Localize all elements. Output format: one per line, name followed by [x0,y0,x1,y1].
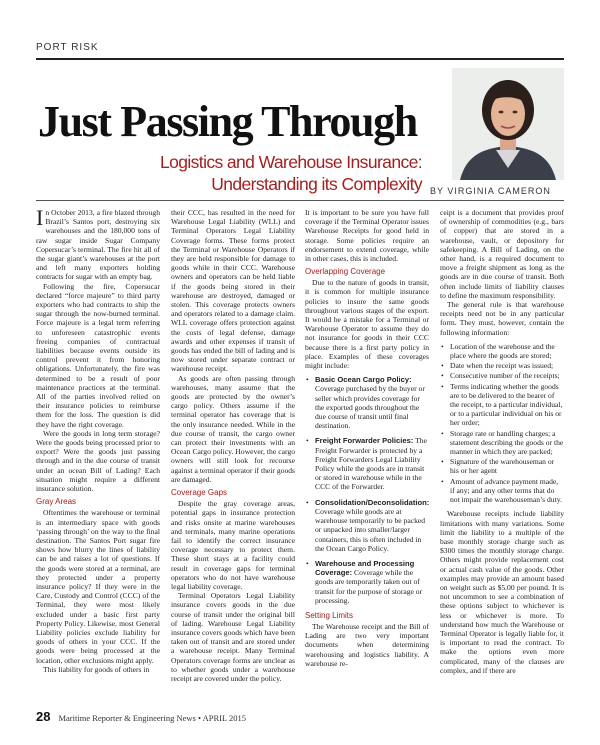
list-item: • Warehouse and Processing Coverage: Coverage while the goods are temporarily taken out of transit for the purpose of storage or processing. [305,559,429,605]
paragraph: This liability for goods of others in [43,664,150,674]
list-item-term: Basic Ocean Cargo Policy: [315,375,412,385]
list-item: • Terms indicating whether the goods are to be delivered to the bearer of the receipt, to a particular individual, or to a particular individual on his or her order; [440,382,564,428]
list-item: • Freight Forwarder Policies: The Freight Forwarder is protected by a Freight Forwarders Legal Liability Policy while the goods are in transit or stored in warehouse while in the CCC of the Forwarder. [305,436,429,491]
list-item-term: Warehouse and Processing Coverage: [315,558,415,578]
paragraph: The Warehouse receipt and the Bill of Lading are two very important documents when determining warehousing and logistics liability. A warehouse re- [305,621,429,668]
paragraph: Oftentimes the warehouse or terminal is an intermediary space with goods ‘passing through’ on the way to the final destination. The Santos Port sugar fire shows how blurry the lines of liability can be and raises a lot of questions. If the goods were stored at a terminal, are they protected under a property insurance policy? If they were in the Care, Custody and Control (CCC) of the Terminal, they were most likely excluded under a basic first party Property Policy. Likewise, most General Liability policies exclude liability for goods of others in your CCC. If the goods were being processed at the location, other exclusions might apply. [36,508,160,665]
header-divider [36,200,564,201]
paragraph: Due to the nature of goods in transit, it is common for multiple insurance policies to insure the same goods throughout various stages of the export. It would be a mistake for a Terminal or Warehouse Operator to assume they do not insurance for goods in their CCC because there is a first party policy in place. Examples of these coverages might include: [305,278,429,371]
paragraph: In October 2013, a fire blazed through Brazil’s Santos port, destroying six warehouses and the 180,000 tons of raw sugar inside Sugar Company Copersucar’s terminal. The fire hit all of the sugar giant’s warehouses at the port and left many exporters holding contracts for sugar with an empty bag. [36,208,160,282]
top-rule [36,58,564,60]
list-item: • Consolidation/Deconsolidation: Coverage while goods are at warehouse temporarily to be packed or unpacked into smaller/larger containers, this is often included in the Ocean Cargo Policy. [305,498,429,553]
list-item: • Signature of the warehouseman or his or her agent [440,457,564,475]
list-item-term: Consolidation/Deconsolidation: [315,497,429,507]
paragraph: Were the goods in long term storage? Were the goods being processed prior to export? Were the goods just passing through and in the due course of transit under an ocean Bill of Lading? Each situation might require a different insurance solution. [36,428,160,494]
article-column-3 [305,208,429,708]
article-column-4 [440,208,564,708]
section-heading: Gray Areas [36,497,77,507]
bullet-list [440,342,564,504]
paragraph: ceipt is a document that provides proof of ownership of commodities (e.g., bars of copper) that are stored in a warehouse, vault, or depository for safekeeping. A Bill of Lading, on the other hand, is a required document to move a freight shipment as long as the goods are in due course of transit. Both often include limits of liability clauses to define the maximum responsibility. [440,208,564,300]
paragraph: Warehouse receipts include liability limitations with many variations. Some limit the liability to a multiple of the base monthly storage charge such as $300 times the monthly storage charge. Others might provide replacement cost or actual cash value of the goods. Other examples may provide an amount based on weight such as $5.00 per pound. It is not uncommon to see a combination of these options subject to whichever is less or whichever is more. To understand how much the Warehouse or Terminal Operator is legally liable for, it is important to read the contract. To make the options even more complicated, many of the clauses are complex, and if there are [440,509,564,675]
paragraph: The general rule is that warehouse receipts need not be in any particular form. They must, however, contain the following information: [440,300,564,337]
publication-line: Maritime Reporter & Engineering News • APRIL 2015 [58,713,246,723]
section-heading: Setting Limits [305,610,354,620]
bullet-list [305,375,429,605]
page-number: 28 [36,709,51,724]
author-portrait-drawing [452,68,564,180]
list-item: • Storage rate or handling charges; a statement describing the goods or the manner in which they are packed; [440,429,564,457]
list-item: • Date when the receipt was issued; [440,361,564,370]
paragraph: their CCC, has resulted in the need for Warehouse Legal Liability (WLL) and Terminal Operators Legal Liability Coverage forms. These forms protect the Terminal or Warehouse Operators if they are held responsible for damage to goods while in their CCC. Warehouse owners and operators can be held liable if the goods being stored in their warehouse are destroyed, damaged or stolen. This coverage protects owners and operators related to a damage claim. WLL coverage offers protection against the costs of legal defense, damage awards and other expenses if transit of goods has ended the bill of lading and is now stored under separate contract or warehouse receipt. [171,208,295,374]
list-item: • Location of the warehouse and the place where the goods are stored; [440,342,564,360]
paragraph: Despite the gray coverage areas, potential gaps in insurance protection and risks onsite at marine warehouses and terminals, many marine operations fail to identify the correct insurance coverage necessary to protect them. These short stays at a facility could result in coverage gaps for terminal operators who do not have warehouse legal liability coverage. [171,499,295,591]
drop-cap: I [36,208,44,230]
section-heading: Coverage Gaps [171,488,228,498]
paragraph: Following the fire, Copersucar declared “force majeure” to third party exporters who had contracts to ship the sugar through the now-burned terminal. Force majeure is a legal term referring to unforeseen catastrophic events freeing companies of contractual liabilities because events outside its control prevent it from honoring obligations. Unfortunately, the fire was determined to be a result of poor maintenance practices at the terminal. All of the parties involved relied on their insurance policies to reimburse them for the loss. The question is did they have the right coverage. [36,281,160,429]
byline: BY VIRGINIA CAMERON [430,186,551,196]
author-portrait [452,68,564,180]
list-item: • Amount of advance payment made, if any; and any other terms that do not impair the warehouseman’s duty. [440,477,564,505]
list-item-term: Freight Forwarder Policies: [315,436,414,446]
page-footer [36,708,246,726]
article-column-2 [171,208,295,708]
paragraph: As goods are often passing through warehouses, many assume that the goods are protected by the owner’s cargo policy. Others assume if the terminal operator has coverage that is the only insurance needed. While in the due course of transit, the cargo owner can protect their investments with an Ocean Cargo policy. However, the cargo owners will still look for recourse against a terminal operator if their goods are damaged. [171,373,295,484]
list-item: • Consecutive number of the receipts; [440,371,564,380]
headline: Just Passing Through [38,97,417,146]
article-column-1 [36,208,160,708]
paragraph: It is important to be sure you have full coverage if the Terminal Operator issues Warehouse Receipts for good held in storage. Some policies require an endorsement to extend coverage, while in other cases, this is included. [305,208,429,264]
subtitle-line-2: Understanding its Complexity [211,174,422,194]
paragraph: Terminal Operators Legal Liability insurance covers goods in the due course of transit under the original bill of lading. Warehouse Legal Liability insurance covers goods which have been taken out of transit and are stored under a warehouse receipt. Many Terminal Operators coverage forms are unclear as to whether goods under a warehouse receipt are covered under the policy. [171,591,295,683]
section-label: PORT RISK [36,42,99,53]
list-item: • Basic Ocean Cargo Policy: Coverage purchased by the buyer or seller which provides coverage for the exported goods throughout the due course of transit until final destination. [305,375,429,430]
subtitle-line-1: Logistics and Warehouse Insurance: [159,152,422,172]
section-heading: Overlapping Coverage [305,267,386,277]
